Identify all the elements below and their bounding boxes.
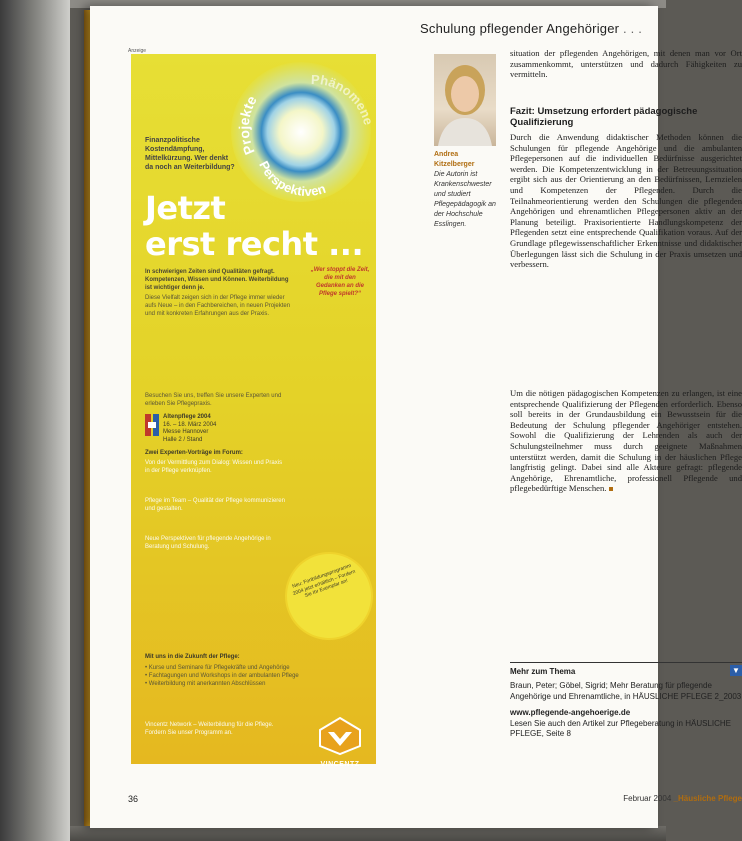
- vincentz-brand: [313, 716, 367, 768]
- ad-sticker: [275, 542, 383, 650]
- ad-badge-words: [227, 60, 377, 210]
- triangle-down-icon[interactable]: ▼: [730, 665, 742, 676]
- ad-quote: „Wer stoppt die Zeit, die mit den Gedanken an die Pflege spielt?“: [310, 267, 370, 297]
- ad-list-item: • Fachtagungen und Workshops in der ambulanten Pflege: [145, 673, 299, 679]
- article-paragraph-1: Durch die Anwendung didaktischer Methoden können die Schulungen für pflegende Angehörige und die ambulanten Pflegepersonen auf die individuellen Bedürfnisse ausgerichtet werden. Die Kompetenzentwicklung in der Betreuungssituation ergibt sich aus der Orientierung an den Bedürfnissen, Lernzielen und Kompetenzen der Pflegenden. Durch die Teilnahmeorientierung werden den Schulungen die pflegenden Angehörigen und ehrenamtlichen Pflegepersonen aktiv an der Planung beteiligt. Praxisorientierte Handlungskompetenz der Pflegenden setzt eine entsprechende Qualifikation voraus. Auf der Grundlage pflegewissenschaftlicher Erkenntnisse und didaktischer Überlegungen lässt sich die Schulung in der Praxis umsetzen und verbessern.: [510, 132, 742, 270]
- ad-badge-word-perspektiven: Perspektiven: [256, 158, 328, 199]
- ad-badge-word-phaenomene: Phänomene: [310, 71, 377, 127]
- scan-shadow-bottom: [70, 826, 666, 841]
- magazine-page: [90, 6, 742, 828]
- ad-sticker-text: Neu: Fortbildungsprogramm 2004 jetzt erhältlich – Fordern Sie Ihr Exemplar an!: [291, 562, 357, 600]
- ad-slots-heading: Zwei Experten-Vorträge im Forum:: [145, 450, 243, 456]
- ad-list: [145, 664, 355, 688]
- ad-slot: Neue Perspektiven für pflegende Angehörige in Beratung und Schulung.: [145, 536, 271, 550]
- fair-line: 16. – 18. März 2004: [163, 421, 217, 428]
- fair-line: Halle 2 / Stand: [163, 436, 203, 443]
- article-paragraph-2: [510, 388, 742, 494]
- author-portrait-icon: [434, 54, 496, 146]
- fair-line: Messe Hannover: [163, 429, 209, 435]
- vincentz-brand-name: VINCENTZ: [320, 761, 360, 768]
- ad-footer-text: Vincentz Network – Weiterbildung für die Pflege. Fordern Sie unser Programm an.: [145, 722, 274, 736]
- fair-line: Altenpflege 2004: [163, 414, 211, 420]
- more-info-box: [510, 662, 742, 773]
- author-name: Andrea Kitzelberger: [434, 151, 475, 168]
- magazine-name: _Häusliche Pflege: [673, 794, 742, 803]
- more-info-note: Lesen Sie auch den Artikel zur Pflegeberatung in HÄUSLICHE PFLEGE, Seite 8: [510, 718, 732, 738]
- running-head: [420, 21, 742, 36]
- more-info-link[interactable]: www.pflegende-angehoerige.de: [510, 708, 631, 717]
- article-heading: Fazit: Umsetzung erfordert pädagogische Qualifizierung: [510, 106, 698, 128]
- ad-question: Finanzpolitische Kostendämpfung, Mittelkürzung. Wer denkt da noch an Weiterbildung?: [145, 137, 235, 171]
- more-info-content: [510, 681, 742, 740]
- page-number: 36: [128, 794, 139, 804]
- ad-list-heading: Mit uns in die Zukunft der Pflege:: [145, 654, 240, 660]
- ad-badge-word-projekte: Projekte: [235, 92, 260, 158]
- ad-intro-bold: In schwierigen Zeiten sind Qualitäten gefragt. Kompetenzen, Wissen und Können. Weiterbildung ist wichtiger denn je.: [145, 269, 289, 291]
- ad-slot: Von der Vermittlung zum Dialog: Wissen und Praxis in der Pflege verknüpfen.: [145, 460, 283, 474]
- ad-list-item: • Kurse und Seminare für Pflegekräfte und Angehörige: [145, 665, 290, 671]
- advertisement: [131, 54, 377, 768]
- running-head-dots: . . .: [623, 21, 643, 36]
- scan-shadow-left: [0, 0, 70, 841]
- article-intro-fragment: situation der pflegenden Angehörigen, mit denen man vor Ort zusammenkommt, unterstützen und dadurch Fähigkeiten zu vermitteln.: [510, 48, 742, 80]
- article-paragraph-2-text: Um die nötigen pädagogischen Kompetenzen zu erlangen, ist eine entsprechende Qualifizierung der Pflegenden erforderlich. Ebenso soll bereits in der Grundausbildung ein Bewusstsein für die Bedeutung der Schulung pflegender Angehöriger entstehen. Sowohl die Qualifizierung der Lehrenden als auch der Schulungsteilnehmer muss durch geeignete Maßnahmen unterstützt werden, damit die Schulung in der häuslichen Pflege langfristig gelingt. Dabei sind alle Akteure gefragt: pflegende Angehörige, Ehrenamtliche, professionell Pflegende und pflegebedürftige Menschen.: [510, 388, 742, 494]
- vincentz-logo-icon: [318, 716, 362, 756]
- ad-headline: [145, 190, 370, 262]
- ad-label: Anzeige: [128, 48, 147, 54]
- ad-intro: Diese Vielfalt zeigen sich in der Pflege immer wieder aufs Neue – in den Fachbereichen, in neuen Projekten und mit konkreten Erfahrungen aus der Praxis.: [145, 295, 291, 317]
- end-mark-icon: [609, 487, 613, 491]
- running-head-title: Schulung pflegender Angehöriger: [420, 21, 620, 36]
- more-info-title: Mehr zum Thema: [510, 667, 576, 676]
- fair-logo-icon: [145, 414, 159, 436]
- more-info-reference: Braun, Peter; Göbel, Sigrid; Mehr Beratung für pflegende Angehörige und Ehrenamtliche, in HÄUSLICHE PFLEGE 2_2003: [510, 681, 742, 701]
- author-caption: [434, 150, 500, 230]
- fair-info: [163, 414, 283, 444]
- author-photo: [434, 54, 496, 146]
- ad-slot: Pflege im Team – Qualität der Pflege kommunizieren und gestalten.: [145, 498, 285, 512]
- author-bio: Die Autorin ist Krankenschwester und studiert Pflegepädagogik an der Hochschule Esslingen.: [434, 171, 496, 228]
- ad-headline-line-1: Jetzt: [145, 189, 226, 227]
- ad-meet-text: Besuchen Sie uns, treffen Sie unsere Experten und erleben Sie Pflegepraxis.: [145, 393, 282, 407]
- issue-footer: [510, 794, 742, 803]
- issue-date: Februar 2004: [623, 794, 672, 803]
- ad-list-item: • Weiterbildung mit anerkannten Abschlüssen: [145, 681, 266, 687]
- ad-headline-line-2: erst recht ...: [145, 225, 364, 263]
